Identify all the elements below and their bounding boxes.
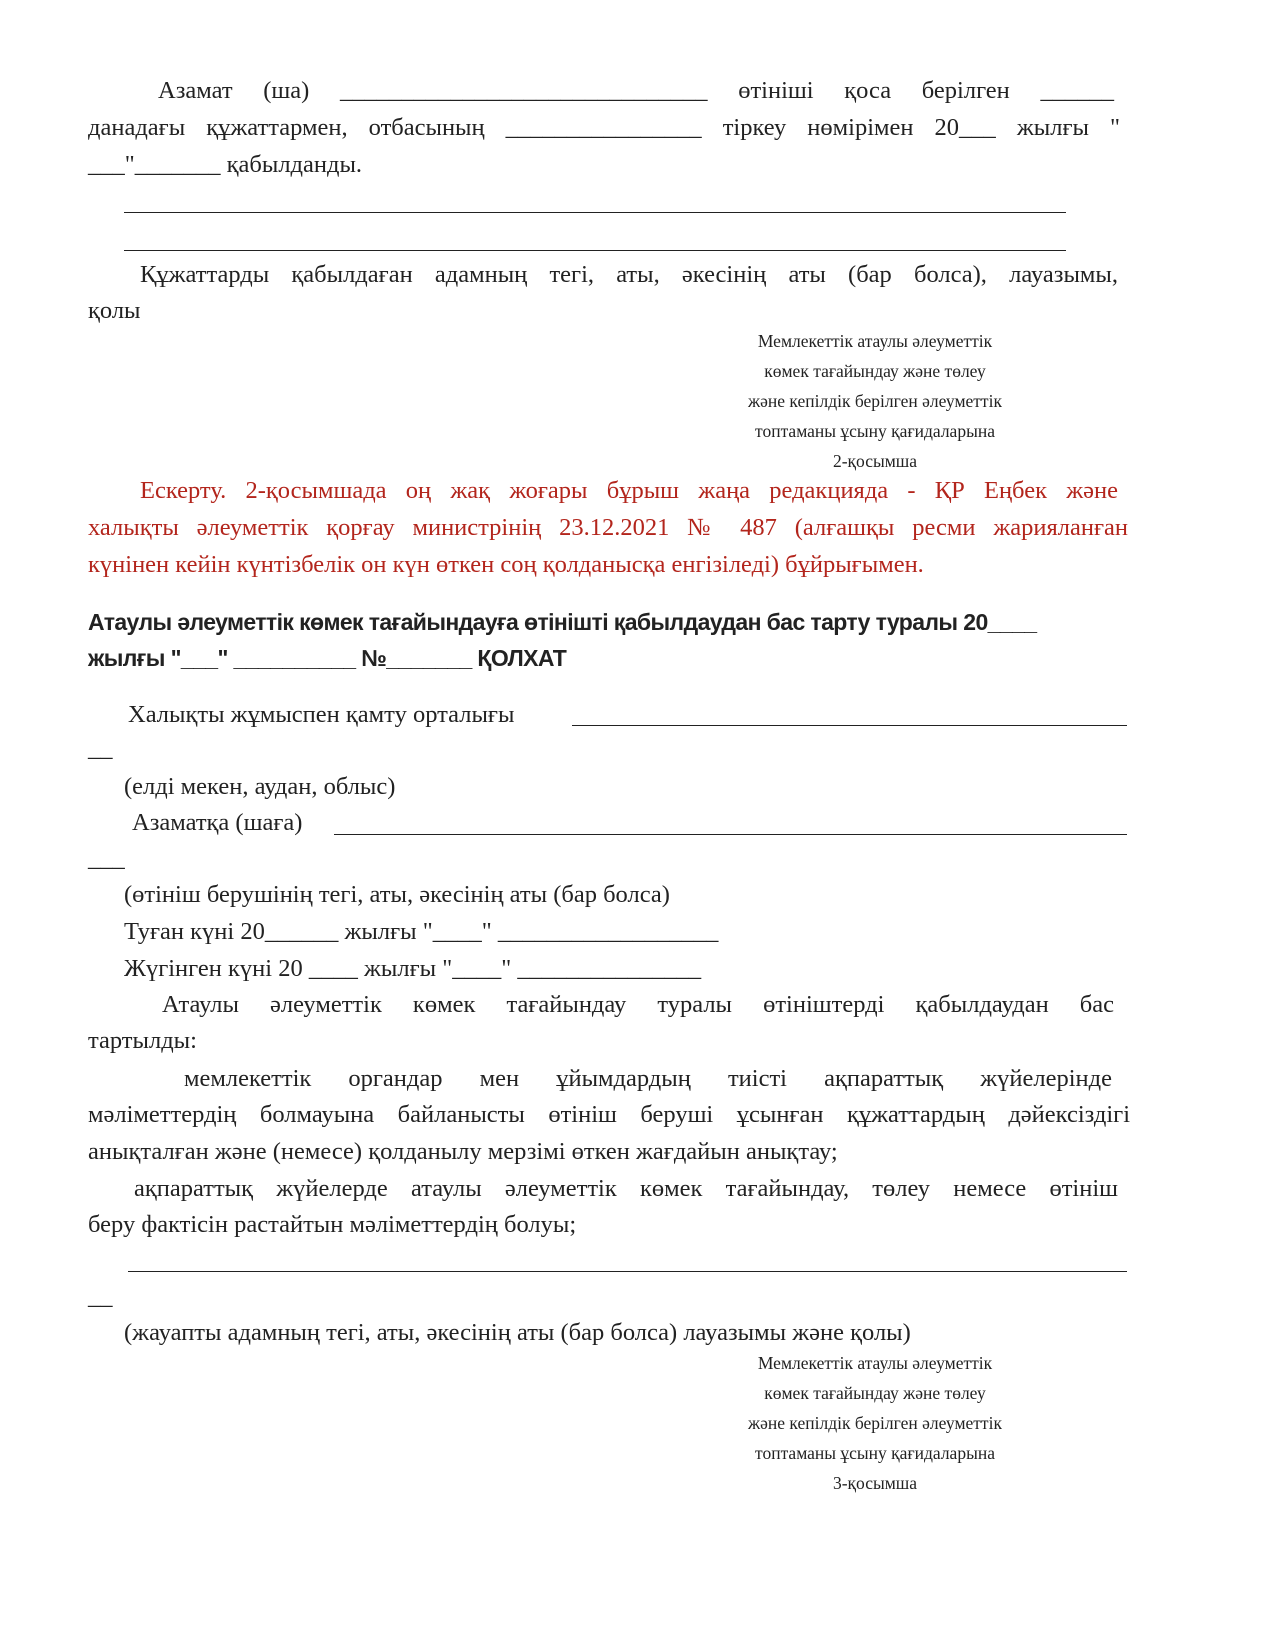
appendix-2-line: топтаманы ұсыну қағидаларына [755, 421, 995, 441]
employment-center-label: Халықты жұмыспен қамту орталығы [128, 701, 515, 728]
employment-center-hint: (елді мекен, аудан, облыс) [124, 773, 396, 800]
birth-date-line: Туған күні 20______ жылғы "____" __________________ [124, 918, 719, 945]
appendix-2-line: көмек тағайындау және төлеу [764, 361, 986, 381]
responsible-blank [128, 1271, 1127, 1272]
receiver-signature-label-cont: қолы [88, 297, 141, 324]
refusal-intro-line-2: тартылды: [88, 1027, 197, 1054]
amendment-note-line-1: Ескерту. 2-қосымшада оң жақ жоғары бұрыш жаңа редакцияда - ҚР Еңбек және [140, 477, 1118, 504]
receipt-heading-line-2: жылғы "___" __________ №_______ ҚОЛХАТ [88, 645, 567, 671]
refusal-reason-1-line-2: мәліметтердің болмауына байланысты өтініш беруші ұсынған құжаттардың дәйексіздігі [88, 1101, 1130, 1128]
appendix-3-note [690, 1348, 1060, 1498]
responsible-hint: (жауапты адамның тегі, аты, әкесінің аты (бар болса) лауазымы және қолы) [124, 1319, 911, 1346]
appendix-2-title: 2-қосымша [832, 451, 918, 471]
refusal-reason-2-line-1: ақпараттық жүйелерде атаулы әлеуметтік көмек тағайындау, төлеу немесе өтініш [134, 1175, 1118, 1202]
appendix-2-note [690, 326, 1060, 476]
citizen-hint: (өтініш берушінің тегі, аты, әкесінің аты (бар болса) [124, 881, 670, 908]
citizen-label: Азаматқа (шаға) [132, 809, 303, 836]
refusal-reason-2-line-2: беру фактісін растайтын мәліметтердің болуы; [88, 1211, 577, 1238]
amendment-note-line-3: күнінен кейін күнтізбелік он күн өткен соң қолданысқа енгізіледі) бұйрығымен. [88, 551, 924, 578]
refusal-reason-1-line-1: мемлекеттік органдар мен ұйымдардың тиісті ақпараттық жүйелерінде [184, 1065, 1112, 1092]
acceptance-line-3: ___"_______ қабылданды. [88, 151, 363, 178]
blank-line-1 [124, 212, 1066, 213]
citizen-dash: ___ [88, 845, 125, 872]
receipt-heading-line-1: Атаулы әлеуметтік көмек тағайындауға өтінішті қабылдаудан бас тарту туралы 20____ [88, 609, 1037, 635]
amendment-note-line-2: халықты әлеуметтік қорғау министрінің 23.12.2021 № 487 (алғашқы ресми жарияланған [88, 514, 1128, 541]
appendix-2-line: Мемлекеттік атаулы әлеуметтік [757, 331, 993, 351]
citizen-blank [334, 834, 1127, 835]
employment-center-dash: __ [88, 735, 113, 762]
refusal-intro-line-1: Атаулы әлеуметтік көмек тағайындау туралы өтініштерді қабылдаудан бас [162, 991, 1114, 1018]
appendix-3-line: көмек тағайындау және төлеу [764, 1383, 986, 1403]
appendix-3-line: топтаманы ұсыну қағидаларына [755, 1443, 995, 1463]
appendix-2-line: және кепілдік берілген әлеуметтік [748, 391, 1002, 411]
refusal-reason-1-line-3: анықталған және (немесе) қолданылу мерзімі өткен жағдайын анықтау; [88, 1138, 838, 1165]
appendix-3-title: 3-қосымша [832, 1473, 918, 1493]
blank-line-2 [124, 250, 1066, 251]
appendix-3-line: Мемлекеттік атаулы әлеуметтік [757, 1353, 993, 1373]
receiver-signature-label: Құжаттарды қабылдаған адамның тегі, аты, әкесінің аты (бар болса), лауазымы, [140, 261, 1118, 288]
application-date-line: Жүгінген күні 20 ____ жылғы "____" _______________ [124, 955, 702, 982]
employment-center-blank [572, 725, 1127, 726]
responsible-dash: __ [88, 1283, 113, 1310]
acceptance-line-2: данадағы құжаттармен, отбасының ________________ тіркеу нөмірімен 20___ жылғы " [88, 114, 1120, 141]
appendix-3-line: және кепілдік берілген әлеуметтік [748, 1413, 1002, 1433]
acceptance-line-1: Азамат (ша) ______________________________ өтініші қоса берілген ______ [158, 77, 1114, 104]
